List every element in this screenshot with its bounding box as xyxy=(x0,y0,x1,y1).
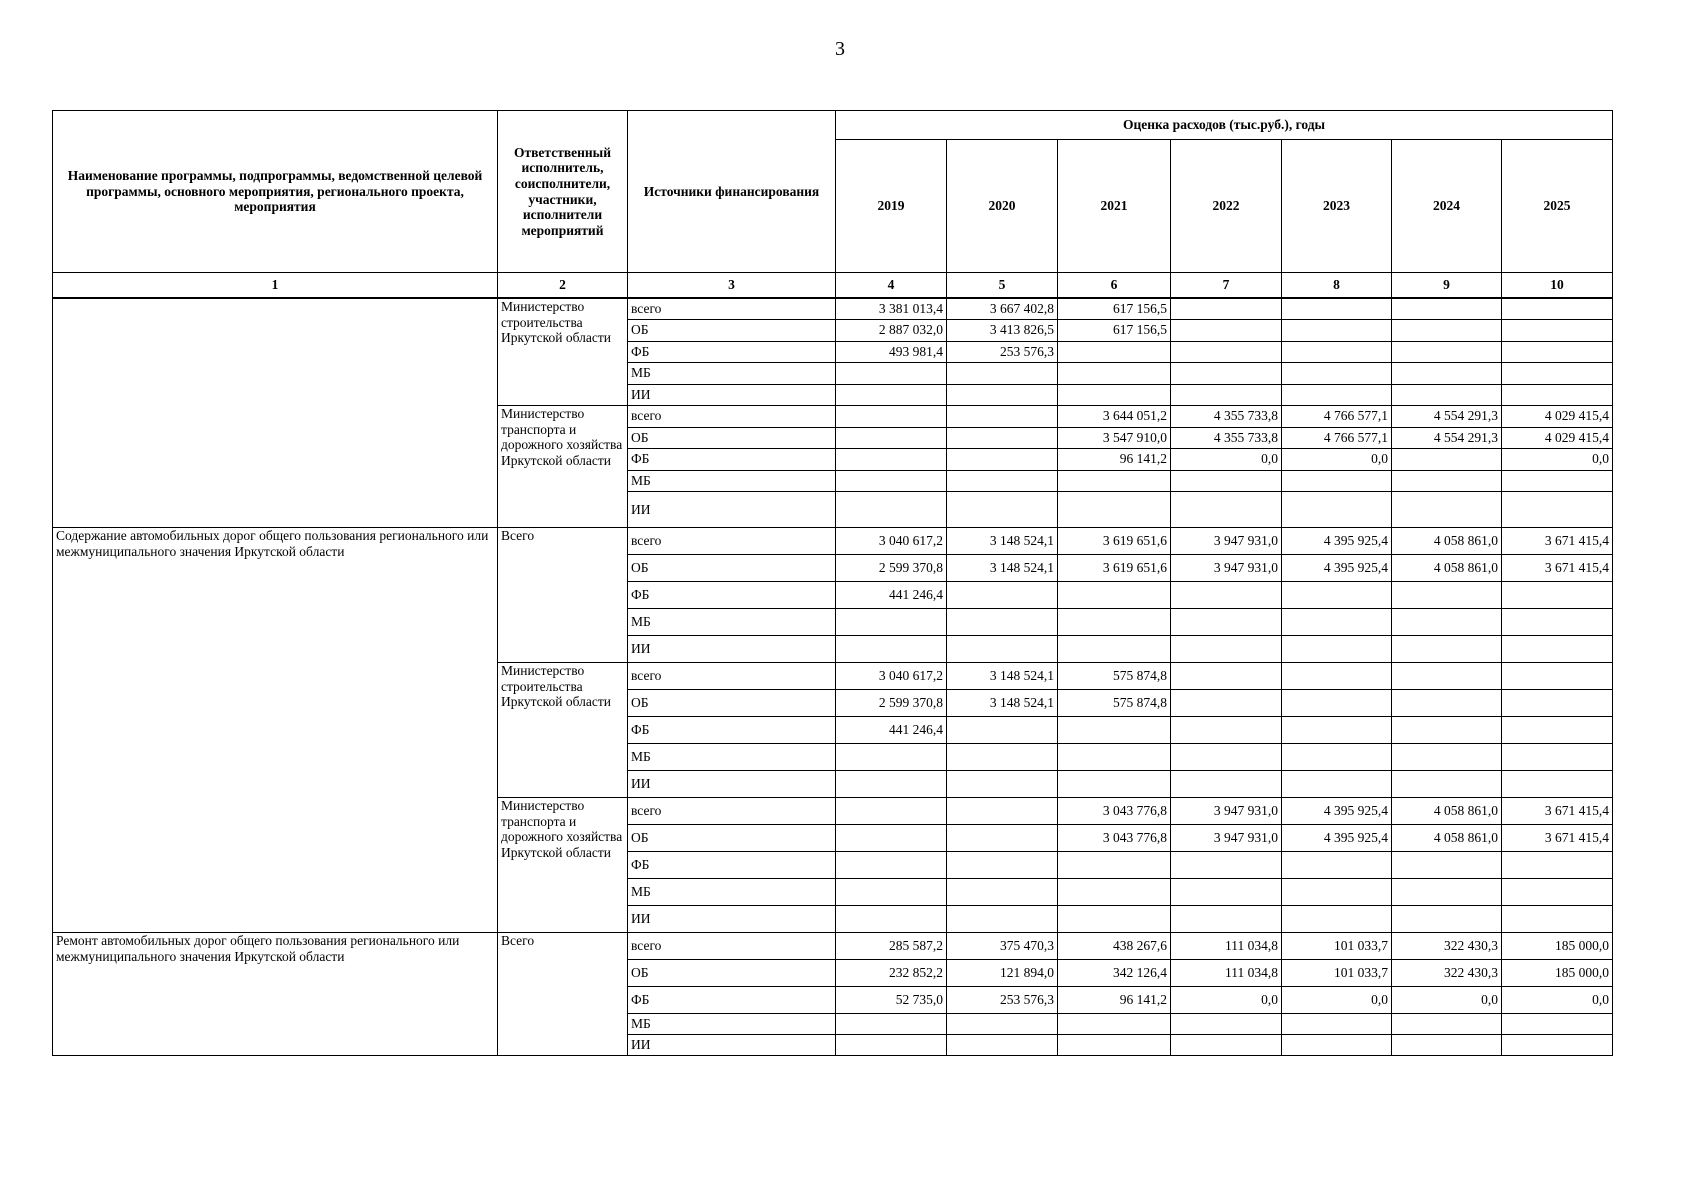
amount-cell xyxy=(1392,717,1502,744)
amount-cell xyxy=(1502,879,1613,906)
amount-cell xyxy=(1392,690,1502,717)
amount-cell xyxy=(1282,341,1392,363)
amount-cell: 4 554 291,3 xyxy=(1392,406,1502,428)
amount-cell xyxy=(1171,744,1282,771)
amount-cell xyxy=(947,1014,1058,1035)
amount-cell xyxy=(947,363,1058,385)
amount-cell: 4 029 415,4 xyxy=(1502,427,1613,449)
amount-cell: 0,0 xyxy=(1171,449,1282,471)
amount-cell: 2 887 032,0 xyxy=(836,320,947,342)
amount-cell xyxy=(1058,1014,1171,1035)
executor-cell: Министерство строительства Иркутской области xyxy=(498,663,628,798)
amount-cell xyxy=(836,636,947,663)
column-index: 1 xyxy=(53,273,498,299)
funding-source-cell: ФБ xyxy=(628,852,836,879)
amount-cell: 322 430,3 xyxy=(1392,933,1502,960)
amount-cell: 2 599 370,8 xyxy=(836,555,947,582)
amount-cell xyxy=(1058,636,1171,663)
header-estimate: Оценка расходов (тыс.руб.), годы xyxy=(836,111,1613,140)
header-year: 2023 xyxy=(1282,140,1392,273)
amount-cell: 3 148 524,1 xyxy=(947,690,1058,717)
amount-cell: 4 766 577,1 xyxy=(1282,406,1392,428)
column-index: 8 xyxy=(1282,273,1392,299)
amount-cell xyxy=(836,906,947,933)
amount-cell xyxy=(1058,771,1171,798)
amount-cell xyxy=(947,825,1058,852)
amount-cell xyxy=(947,744,1058,771)
amount-cell: 96 141,2 xyxy=(1058,987,1171,1014)
amount-cell: 285 587,2 xyxy=(836,933,947,960)
amount-cell xyxy=(1282,636,1392,663)
amount-cell xyxy=(1392,449,1502,471)
amount-cell xyxy=(1392,879,1502,906)
amount-cell xyxy=(947,717,1058,744)
funding-source-cell: всего xyxy=(628,798,836,825)
amount-cell: 4 058 861,0 xyxy=(1392,555,1502,582)
amount-cell: 3 148 524,1 xyxy=(947,555,1058,582)
amount-cell xyxy=(1058,470,1171,492)
amount-cell xyxy=(836,1014,947,1035)
funding-source-cell: ИИ xyxy=(628,1035,836,1056)
amount-cell xyxy=(947,406,1058,428)
funding-source-cell: ОБ xyxy=(628,690,836,717)
amount-cell xyxy=(1171,717,1282,744)
amount-cell xyxy=(947,879,1058,906)
amount-cell xyxy=(836,449,947,471)
amount-cell xyxy=(1171,852,1282,879)
amount-cell: 3 644 051,2 xyxy=(1058,406,1171,428)
amount-cell xyxy=(1282,609,1392,636)
amount-cell xyxy=(1502,470,1613,492)
amount-cell xyxy=(1282,771,1392,798)
funding-source-cell: всего xyxy=(628,298,836,320)
header-program-name: Наименование программы, подпрограммы, ведомственной целевой программы, основного мероприятия, регионального проекта, мероприятия xyxy=(53,111,498,273)
executor-cell: Министерство транспорта и дорожного хозяйства Иркутской области xyxy=(498,798,628,933)
amount-cell xyxy=(836,609,947,636)
amount-cell xyxy=(1392,582,1502,609)
amount-cell xyxy=(1171,582,1282,609)
funding-source-cell: ФБ xyxy=(628,717,836,744)
funding-source-cell: МБ xyxy=(628,1014,836,1035)
amount-cell xyxy=(1171,1035,1282,1056)
amount-cell: 4 554 291,3 xyxy=(1392,427,1502,449)
amount-cell: 96 141,2 xyxy=(1058,449,1171,471)
funding-source-cell: ОБ xyxy=(628,555,836,582)
amount-cell xyxy=(836,406,947,428)
header-year: 2019 xyxy=(836,140,947,273)
amount-cell: 0,0 xyxy=(1502,987,1613,1014)
amount-cell xyxy=(1282,492,1392,528)
funding-source-cell: ИИ xyxy=(628,636,836,663)
executor-cell: Всего xyxy=(498,933,628,1056)
amount-cell xyxy=(1502,1014,1613,1035)
amount-cell xyxy=(1171,906,1282,933)
amount-cell xyxy=(947,492,1058,528)
amount-cell xyxy=(1502,609,1613,636)
amount-cell xyxy=(1392,771,1502,798)
amount-cell xyxy=(1058,879,1171,906)
amount-cell xyxy=(836,798,947,825)
amount-cell: 3 671 415,4 xyxy=(1502,528,1613,555)
amount-cell: 253 576,3 xyxy=(947,341,1058,363)
amount-cell: 52 735,0 xyxy=(836,987,947,1014)
amount-cell: 111 034,8 xyxy=(1171,960,1282,987)
amount-cell xyxy=(1392,609,1502,636)
column-index: 9 xyxy=(1392,273,1502,299)
amount-cell xyxy=(1058,609,1171,636)
header-year: 2021 xyxy=(1058,140,1171,273)
amount-cell xyxy=(836,470,947,492)
amount-cell: 0,0 xyxy=(1502,449,1613,471)
amount-cell xyxy=(836,427,947,449)
amount-cell xyxy=(947,1035,1058,1056)
amount-cell xyxy=(1502,690,1613,717)
amount-cell: 3 947 931,0 xyxy=(1171,798,1282,825)
amount-cell: 253 576,3 xyxy=(947,987,1058,1014)
amount-cell xyxy=(1502,906,1613,933)
amount-cell xyxy=(1502,492,1613,528)
amount-cell xyxy=(1171,384,1282,406)
amount-cell: 3 043 776,8 xyxy=(1058,798,1171,825)
amount-cell: 2 599 370,8 xyxy=(836,690,947,717)
amount-cell xyxy=(947,470,1058,492)
amount-cell xyxy=(947,636,1058,663)
amount-cell: 4 395 925,4 xyxy=(1282,825,1392,852)
amount-cell xyxy=(1171,341,1282,363)
amount-cell xyxy=(836,879,947,906)
column-index: 7 xyxy=(1171,273,1282,299)
amount-cell: 0,0 xyxy=(1282,987,1392,1014)
amount-cell: 3 667 402,8 xyxy=(947,298,1058,320)
program-name-cell xyxy=(53,298,498,528)
funding-source-cell: ИИ xyxy=(628,384,836,406)
header-sources: Источники финансирования xyxy=(628,111,836,273)
header-year: 2022 xyxy=(1171,140,1282,273)
amount-cell xyxy=(1171,636,1282,663)
amount-cell: 3 413 826,5 xyxy=(947,320,1058,342)
amount-cell xyxy=(1282,717,1392,744)
amount-cell xyxy=(1171,320,1282,342)
amount-cell: 3 040 617,2 xyxy=(836,528,947,555)
amount-cell: 4 395 925,4 xyxy=(1282,528,1392,555)
amount-cell xyxy=(1282,320,1392,342)
funding-source-cell: ОБ xyxy=(628,320,836,342)
amount-cell xyxy=(1282,906,1392,933)
program-name-cell: Ремонт автомобильных дорог общего пользования регионального или межмуниципального значения Иркутской области xyxy=(53,933,498,1056)
amount-cell xyxy=(1282,690,1392,717)
amount-cell: 3 947 931,0 xyxy=(1171,555,1282,582)
amount-cell: 575 874,8 xyxy=(1058,663,1171,690)
page-number: 3 xyxy=(835,38,845,60)
amount-cell xyxy=(1058,341,1171,363)
amount-cell xyxy=(1392,906,1502,933)
amount-cell: 617 156,5 xyxy=(1058,320,1171,342)
amount-cell xyxy=(1282,384,1392,406)
amount-cell: 575 874,8 xyxy=(1058,690,1171,717)
amount-cell xyxy=(1058,582,1171,609)
amount-cell xyxy=(1282,1014,1392,1035)
amount-cell: 441 246,4 xyxy=(836,582,947,609)
amount-cell xyxy=(1392,744,1502,771)
table-row xyxy=(53,933,1613,960)
funding-source-cell: всего xyxy=(628,406,836,428)
amount-cell xyxy=(1058,492,1171,528)
amount-cell: 111 034,8 xyxy=(1171,933,1282,960)
amount-cell: 3 671 415,4 xyxy=(1502,555,1613,582)
table-row xyxy=(53,528,1613,555)
amount-cell xyxy=(836,771,947,798)
amount-cell xyxy=(1058,852,1171,879)
amount-cell xyxy=(836,744,947,771)
funding-source-cell: ОБ xyxy=(628,960,836,987)
amount-cell xyxy=(947,906,1058,933)
amount-cell xyxy=(1502,852,1613,879)
amount-cell: 493 981,4 xyxy=(836,341,947,363)
amount-cell xyxy=(1171,470,1282,492)
amount-cell xyxy=(1502,298,1613,320)
column-index: 2 xyxy=(498,273,628,299)
table-row xyxy=(53,298,1613,320)
amount-cell xyxy=(1171,771,1282,798)
funding-source-cell: МБ xyxy=(628,879,836,906)
amount-cell xyxy=(1502,341,1613,363)
amount-cell: 3 148 524,1 xyxy=(947,528,1058,555)
funding-source-cell: ОБ xyxy=(628,825,836,852)
amount-cell xyxy=(1282,363,1392,385)
amount-cell xyxy=(947,582,1058,609)
column-index: 6 xyxy=(1058,273,1171,299)
amount-cell: 232 852,2 xyxy=(836,960,947,987)
amount-cell xyxy=(1502,717,1613,744)
amount-cell xyxy=(1392,298,1502,320)
amount-cell xyxy=(836,825,947,852)
amount-cell: 3 043 776,8 xyxy=(1058,825,1171,852)
amount-cell xyxy=(1058,363,1171,385)
amount-cell xyxy=(1502,663,1613,690)
amount-cell: 0,0 xyxy=(1171,987,1282,1014)
amount-cell: 3 671 415,4 xyxy=(1502,798,1613,825)
funding-source-cell: ФБ xyxy=(628,449,836,471)
amount-cell xyxy=(1392,341,1502,363)
amount-cell: 3 671 415,4 xyxy=(1502,825,1613,852)
budget-table xyxy=(52,110,1613,1056)
amount-cell xyxy=(1171,879,1282,906)
funding-source-cell: ФБ xyxy=(628,582,836,609)
amount-cell: 342 126,4 xyxy=(1058,960,1171,987)
executor-cell: Министерство строительства Иркутской области xyxy=(498,298,628,406)
table-header xyxy=(53,111,1613,299)
funding-source-cell: ИИ xyxy=(628,492,836,528)
amount-cell xyxy=(1282,852,1392,879)
amount-cell: 4 058 861,0 xyxy=(1392,825,1502,852)
funding-source-cell: ФБ xyxy=(628,341,836,363)
amount-cell: 3 547 910,0 xyxy=(1058,427,1171,449)
amount-cell xyxy=(1502,1035,1613,1056)
amount-cell xyxy=(1392,852,1502,879)
amount-cell: 375 470,3 xyxy=(947,933,1058,960)
funding-source-cell: МБ xyxy=(628,470,836,492)
amount-cell xyxy=(1282,744,1392,771)
amount-cell: 4 029 415,4 xyxy=(1502,406,1613,428)
amount-cell xyxy=(1502,384,1613,406)
amount-cell: 322 430,3 xyxy=(1392,960,1502,987)
amount-cell xyxy=(1502,363,1613,385)
amount-cell xyxy=(1392,492,1502,528)
amount-cell: 0,0 xyxy=(1282,449,1392,471)
amount-cell xyxy=(1392,470,1502,492)
amount-cell: 617 156,5 xyxy=(1058,298,1171,320)
funding-source-cell: ОБ xyxy=(628,427,836,449)
amount-cell: 441 246,4 xyxy=(836,717,947,744)
amount-cell: 185 000,0 xyxy=(1502,960,1613,987)
amount-cell: 121 894,0 xyxy=(947,960,1058,987)
funding-source-cell: всего xyxy=(628,663,836,690)
amount-cell xyxy=(1058,906,1171,933)
table-body xyxy=(53,298,1613,1056)
amount-cell xyxy=(1058,1035,1171,1056)
funding-source-cell: МБ xyxy=(628,363,836,385)
amount-cell xyxy=(1058,717,1171,744)
amount-cell xyxy=(1282,470,1392,492)
amount-cell xyxy=(1282,879,1392,906)
amount-cell xyxy=(1058,384,1171,406)
column-index: 5 xyxy=(947,273,1058,299)
amount-cell xyxy=(947,798,1058,825)
amount-cell xyxy=(1502,771,1613,798)
amount-cell xyxy=(1282,663,1392,690)
amount-cell: 3 040 617,2 xyxy=(836,663,947,690)
funding-source-cell: ФБ xyxy=(628,987,836,1014)
amount-cell xyxy=(1502,636,1613,663)
amount-cell xyxy=(836,492,947,528)
amount-cell xyxy=(947,609,1058,636)
funding-source-cell: ИИ xyxy=(628,906,836,933)
amount-cell: 3 148 524,1 xyxy=(947,663,1058,690)
amount-cell: 3 619 651,6 xyxy=(1058,528,1171,555)
amount-cell xyxy=(836,384,947,406)
amount-cell xyxy=(1502,744,1613,771)
amount-cell xyxy=(1171,1014,1282,1035)
amount-cell xyxy=(947,852,1058,879)
funding-source-cell: ИИ xyxy=(628,771,836,798)
amount-cell: 3 381 013,4 xyxy=(836,298,947,320)
amount-cell xyxy=(1502,320,1613,342)
amount-cell xyxy=(1392,636,1502,663)
amount-cell xyxy=(1171,363,1282,385)
amount-cell: 0,0 xyxy=(1392,987,1502,1014)
amount-cell xyxy=(836,1035,947,1056)
amount-cell xyxy=(1392,320,1502,342)
amount-cell xyxy=(836,363,947,385)
amount-cell: 4 395 925,4 xyxy=(1282,555,1392,582)
amount-cell xyxy=(1171,298,1282,320)
amount-cell: 185 000,0 xyxy=(1502,933,1613,960)
amount-cell xyxy=(1171,690,1282,717)
funding-source-cell: всего xyxy=(628,528,836,555)
amount-cell xyxy=(1392,384,1502,406)
amount-cell: 3 947 931,0 xyxy=(1171,528,1282,555)
amount-cell xyxy=(1171,609,1282,636)
amount-cell: 101 033,7 xyxy=(1282,933,1392,960)
funding-source-cell: МБ xyxy=(628,609,836,636)
amount-cell xyxy=(947,771,1058,798)
header-year: 2020 xyxy=(947,140,1058,273)
amount-cell xyxy=(1392,1035,1502,1056)
amount-cell xyxy=(1282,582,1392,609)
header-year: 2024 xyxy=(1392,140,1502,273)
amount-cell xyxy=(1392,663,1502,690)
amount-cell xyxy=(836,852,947,879)
amount-cell: 4 058 861,0 xyxy=(1392,798,1502,825)
amount-cell xyxy=(1392,1014,1502,1035)
amount-cell xyxy=(1282,1035,1392,1056)
amount-cell xyxy=(1171,663,1282,690)
header-year: 2025 xyxy=(1502,140,1613,273)
amount-cell: 3 947 931,0 xyxy=(1171,825,1282,852)
amount-cell xyxy=(1171,492,1282,528)
amount-cell: 4 766 577,1 xyxy=(1282,427,1392,449)
column-index: 10 xyxy=(1502,273,1613,299)
amount-cell xyxy=(947,449,1058,471)
amount-cell xyxy=(1392,363,1502,385)
amount-cell xyxy=(947,384,1058,406)
amount-cell xyxy=(1502,582,1613,609)
amount-cell: 3 619 651,6 xyxy=(1058,555,1171,582)
program-name-cell: Содержание автомобильных дорог общего пользования регионального или межмуниципального значения Иркутской области xyxy=(53,528,498,933)
amount-cell: 4 395 925,4 xyxy=(1282,798,1392,825)
executor-cell: Всего xyxy=(498,528,628,663)
executor-cell: Министерство транспорта и дорожного хозяйства Иркутской области xyxy=(498,406,628,528)
amount-cell: 4 058 861,0 xyxy=(1392,528,1502,555)
column-index: 4 xyxy=(836,273,947,299)
amount-cell: 4 355 733,8 xyxy=(1171,427,1282,449)
funding-source-cell: всего xyxy=(628,933,836,960)
amount-cell: 101 033,7 xyxy=(1282,960,1392,987)
amount-cell xyxy=(947,427,1058,449)
amount-cell: 438 267,6 xyxy=(1058,933,1171,960)
funding-source-cell: МБ xyxy=(628,744,836,771)
column-index: 3 xyxy=(628,273,836,299)
amount-cell xyxy=(1282,298,1392,320)
header-executor: Ответственный исполнитель, соисполнители, участники, исполнители мероприятий xyxy=(498,111,628,273)
amount-cell xyxy=(1058,744,1171,771)
amount-cell: 4 355 733,8 xyxy=(1171,406,1282,428)
